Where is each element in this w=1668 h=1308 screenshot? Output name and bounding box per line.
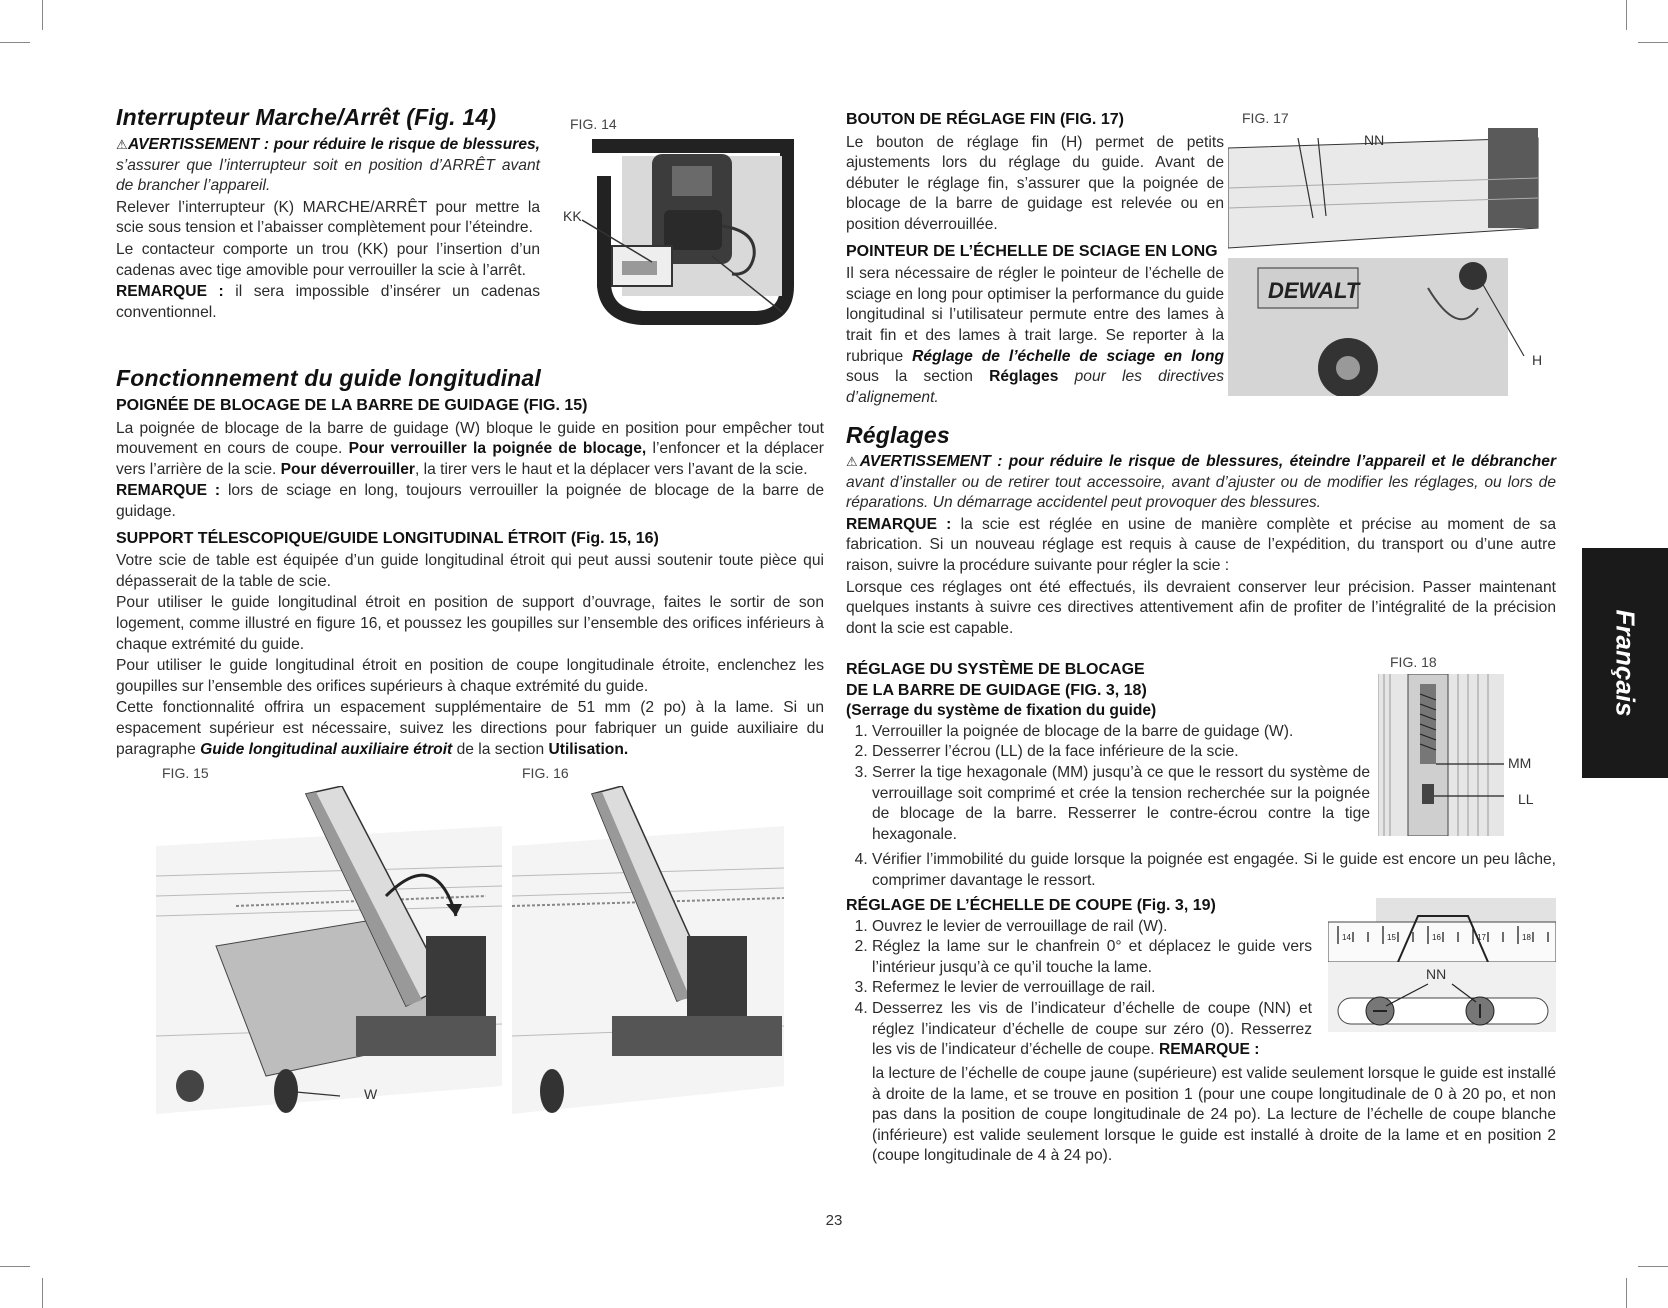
dewalt-logo: DEWALT [1268,278,1360,303]
echelle-step: 4. Desserrez les vis de l’indicateur d’échelle de coupe (NN) et réglez l’indicateur d’échelle de coupe sur zéro (0). Resserrez les vis de l’indicateur d’échelle de coupe. REMARQUE : [872,999,1312,1061]
section-title-interrupteur: Interrupteur Marche/Arrêt (Fig. 14) [116,104,497,130]
echelle-note-wrap [872,1064,1556,1168]
echelle-text [846,896,1312,1061]
reglages-paragraph: Lorsque ces réglages ont été effectués, ils devraient conserver leur précision. Passer maintenant quelques instants à suivre ces directives attentivement afin de profiter de l’intégralité de la précision dont la scie est capable. [846,578,1556,637]
pointeur-heading: POINTEUR DE L’ÉCHELLE DE SCIAGE EN LONG [846,242,1218,260]
scale-tick-label: 16 [1432,933,1441,942]
fig15-fence-illustration [156,786,502,1114]
support-paragraph-2: Pour utiliser le guide longitudinal étroit en position de support d’ouvrage, faites le sortir de son logement, comme illustré en figure 16, et poussez les goupilles sur l’ensemble des orifices inférieurs à chaque extrémité du guide. [116,594,824,653]
callout-nn-fig19: NN [1426,966,1447,982]
blocage-subheading: (Serrage du système de fixation du guide) [846,702,1157,720]
side-tab-label: Français [1610,609,1641,717]
bouton-paragraph: Le bouton de réglage fin (H) permet de petits ajustements lors du réglage du guide. Avant de débuter le réglage fin, s’assurer que la poignée de blocage de la barre de guidage est relevée ou en position déverrouillée. [846,133,1224,233]
crop-mark [1638,1266,1668,1267]
poignee-paragraph: La poignée de blocage de la barre de guidage (W) bloque le guide en position pour empêcher tout mouvement en cours de coupe. Pour verrouiller la poignée de blocage, l’enfoncer et la déplacer vers l’arrière de la scie. Pour déverrouiller, la tirer vers le haut et la déplacer vers l’avant de la scie. [116,419,824,478]
fig18-label: FIG. 18 [1390,654,1437,670]
fig16-fence-illustration [512,786,784,1114]
fig14-switch-illustration [582,136,802,332]
blocage-steps-cont [846,850,1556,891]
scale-tick-label: 17 [1477,933,1486,942]
echelle-steps [846,917,1312,1061]
fig14-label: FIG. 14 [570,116,617,132]
crop-mark [42,1278,43,1308]
blocage-text [846,660,1370,845]
blocage-step: 1. Verrouiller la poignée de blocage de la barre de guidage (W). [872,722,1370,743]
scale-tick-label: 15 [1387,933,1396,942]
section-title-fonctionnement: Fonctionnement du guide longitudinal [116,365,541,391]
support-heading: SUPPORT TÉLESCOPIQUE/GUIDE LONGITUDINAL ÉTROIT (Fig. 15, 16) [116,529,659,547]
blocage-step: 4. Vérifier l’immobilité du guide lorsque la poignée est engagée. Si le guide est encore un peu lâche, comprimer davantage le ressort. [872,850,1556,891]
section-title-reglages: Réglages [846,422,950,448]
bouton-heading: BOUTON DE RÉGLAGE FIN (FIG. 17) [846,111,1124,128]
support-paragraph-4: Cette fonctionnalité offrira un espacement supplémentaire de 51 mm (2 po) à la lame. Si un espacement supérieur est nécessaire, suivez les directions pour fabriquer un guide auxiliaire du paragraphe Guide longitudinal auxiliaire étroit de la section Utilisation. [116,699,824,758]
crop-mark [0,42,30,43]
echelle-heading: RÉGLAGE DE L’ÉCHELLE DE COUPE (Fig. 3, 19) [846,897,1216,914]
echelle-step: 3. Refermez le levier de verrouillage de rail. [872,978,1312,999]
crop-mark [1626,0,1627,30]
echelle-note: la lecture de l’échelle de coupe jaune (supérieure) est valide seulement lorsque le guide est installé à droite de la lame, et se trouve en position 1 (pour une coupe longitudinale de 0 à 20 po, et non pas dans la position de coupe longitudinale de 24 po). La lecture de l’échelle de coupe blanche (inférieure) est valide seulement lorsque le guide est installé à droite de la lame et en position 2 (coupe longitudinale de 4 à 24 po). [872,1065,1556,1165]
callout-nn-fig17: NN [1364,132,1385,148]
echelle-step: 2. Réglez la lame sur le chanfrein 0° et déplacez le guide vers l’intérieur jusqu’à ce qu’il touche la lame. [872,937,1312,978]
echelle-step: 1. Ouvrez le levier de verrouillage de rail (W). [872,917,1312,938]
fig17-label: FIG. 17 [1242,110,1289,126]
blocage-heading-2: DE LA BARRE DE GUIDAGE (FIG. 3, 18) [846,681,1147,699]
crop-mark [1638,42,1668,43]
fig15-label: FIG. 15 [162,765,209,781]
blocage-step-4-wrap [846,850,1556,891]
warning-triangle-icon: ⚠ [846,454,860,469]
switch-paragraph-1: Relever l’interrupteur (K) MARCHE/ARRÊT pour mettre la scie sous tension et l’abaisser complètement pour l’éteindre. [116,198,540,237]
interrupteur-text [116,135,540,324]
language-side-tab [1582,548,1668,778]
fig16-label: FIG. 16 [522,765,569,781]
switch-paragraph-2: Le contacteur comporte un trou (KK) pour l’insertion d’un cadenas avec tige amovible pour verrouiller la scie à l’arrêt. [116,240,540,279]
warning-triangle-icon: ⚠ [116,137,129,152]
pointeur-paragraph: Il sera nécessaire de régler le pointeur de l’échelle de sciage en long pour optimiser la performance du guide longitudinal si l’utilisateur permute entre des lames à trait fin et des lames à trait large. Se reporter à la rubrique Réglage de l’échelle de sciage en long sous la section Réglages pour les directives d’alignement. [846,265,1224,406]
reglages-note: REMARQUE : la scie est réglée en usine de manière complète et précise au moment de sa fabrication. Si un nouveau réglage est requis à cause de l’expédition, du transport ou d’une autre raison, suivre la procédure suivante pour régler la scie : [846,515,1556,574]
blocage-step: 2. Desserrer l’écrou (LL) de la face inférieure de la scie. [872,742,1370,763]
poignee-note: REMARQUE : lors de sciage en long, toujours verrouiller la poignée de blocage de la barre de guidage. [116,482,824,520]
blocage-heading-1: RÉGLAGE DU SYSTÈME DE BLOCAGE [846,661,1145,678]
callout-kk: KK [563,208,582,224]
warning-paragraph: ⚠AVERTISSEMENT : pour réduire le risque de blessures, s’assurer que l’interrupteur soit en position d’ARRÊT avant de brancher l’appareil. [116,136,540,195]
blocage-step: 3. Serrer la tige hexagonale (MM) jusqu’à ce que le ressort du système de verrouillage soit comprimé et crée la tension recherchée sur la poignée de blocage de la barre. Resserrer le contre-écrou contre la tige hexagonale. [872,763,1370,845]
poignee-heading: POIGNÉE DE BLOCAGE DE LA BARRE DE GUIDAGE (FIG. 15) [116,397,588,414]
support-paragraph-3: Pour utiliser le guide longitudinal étroit en position de coupe longitudinale étroite, enclenchez les goupilles sur l’ensemble des orifices supérieurs à chaque extrémité du guide. [116,657,824,695]
reglages-text [846,452,1556,640]
page-number: 23 [825,1212,843,1229]
crop-mark [42,0,43,30]
fig17-fine-adjust-illustration [1228,128,1544,396]
switch-note: REMARQUE : il sera impossible d’insérer un cadenas conventionnel. [116,283,540,321]
crop-mark [1626,1278,1627,1308]
scale-tick-label: 14 [1342,933,1351,942]
reglages-warning: ⚠AVERTISSEMENT : pour réduire le risque de blessures, éteindre l’appareil et le débrancher avant d’installer ou de retirer tout accessoire, avant d’ajuster ou de modifier les réglages, ou lors de réparations. Un démarrage accidentel peut provoquer des blessures. [846,453,1557,512]
callout-ll: LL [1518,791,1534,807]
crop-mark [0,1266,30,1267]
support-paragraph-1: Votre scie de table est équipée d’un guide longitudinal étroit qui peut aussi soutenir toute pièce qui dépasserait de la table de scie. [116,552,824,590]
callout-w: W [364,1086,378,1102]
scale-tick-label: 18 [1522,933,1531,942]
bouton-text [846,110,1224,409]
fig18-lock-system-illustration [1378,674,1504,836]
fonctionnement-text [116,396,824,761]
blocage-steps [846,722,1370,846]
callout-mm: MM [1508,755,1532,771]
callout-h: H [1532,352,1543,368]
